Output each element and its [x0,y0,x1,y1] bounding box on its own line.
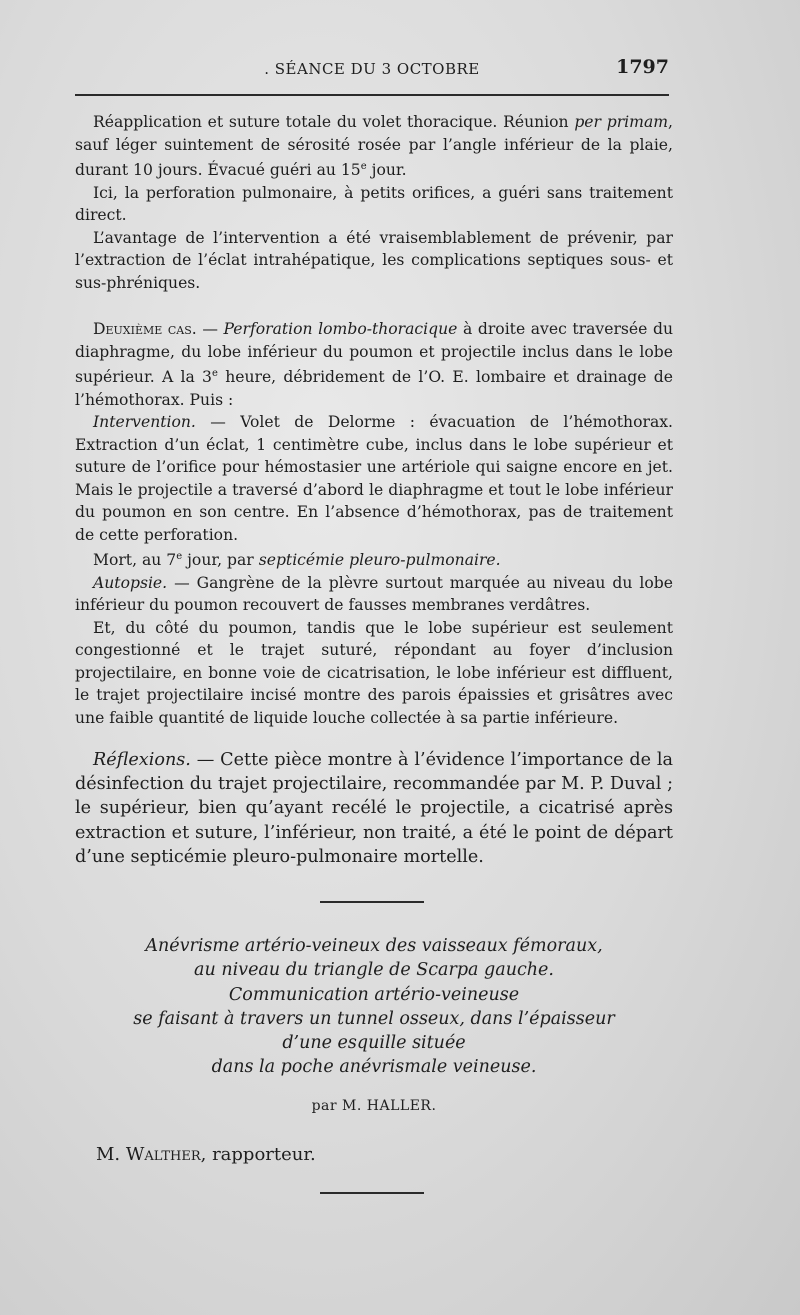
article-title [75,934,673,1080]
paragraph-mort: Mort, au 7e jour, par septicémie pleuro-pulmonaire. [93,551,501,570]
reporter-name: Walther [125,1144,201,1165]
paragraph-case-two: Deuxième cas. — Perforation lombo-thoracique à droite avec traversée du diaphragme, du lobe inférieur du poumon et projectile inclus dans le lobe supérieur. A la 3e heure, débridement de l’O. E. lombaire et drainage de l’hémothorax. Puis : [75,320,673,409]
reporter-line: M. Walther, rapporteur. [96,1144,316,1165]
case-title: Perforation lombo-thoracique [223,320,458,338]
article-title-line: Communication artério-veineuse [228,984,520,1005]
article-title-line: au niveau du triangle de Scarpa gauche. [194,960,554,981]
page-number: 1797 [616,56,669,78]
header-rule [75,94,669,96]
running-title: . SÉANCE DU 3 OCTOBRE [264,60,480,78]
article-title-line: dans la poche anévrismale veineuse. [211,1057,537,1078]
paragraph-intervention: Intervention. — Volet de Delorme : évacuation de l’hémothorax. Extraction d’un éclat, 1 centimètre cube, inclus dans le lobe supérieur et suture de l’orifice pour hémostasier une artériole qui saigne encore en jet. Mais le projectile a traversé d’abord le diaphragme et tout le lobe inférieur du poumon en son centre. En l’absence d’hémothorax, pas de traitement de cette perforation. [75,413,673,544]
paragraph: L’avantage de l’intervention a été vraisemblablement de prévenir, par l’extraction de l’éclat intrahépatique, les complications septiques sous- et sus-phréniques. [75,228,673,292]
paragraph: Réapplication et suture totale du volet thoracique. Réunion per primam, sauf léger suintement de sérosité rosée par l’angle inférieur de la plaie, durant 10 jours. Évacué guéri au 15e jour. [75,113,673,180]
end-divider [320,1192,424,1194]
section-case-two [75,318,673,729]
running-header [75,56,669,84]
paragraph: Ici, la perforation pulmonaire, à petits orifices, a guéri sans traitement direct. [75,183,673,225]
section-reflexions [75,748,673,869]
section-divider [320,901,424,903]
article-author: par M. HALLER. [311,1098,437,1114]
reflexions-label: Réflexions. [93,750,191,770]
article-title-line: Anévrisme artério-veineux des vaisseaux fémoraux, [145,936,603,956]
paragraph-autopsie: Autopsie. — Gangrène de la plèvre surtout marquée au niveau du lobe inférieur du poumon recouvert de fausses membranes verdâtres. [75,573,673,615]
case-label: Deuxième cas. [93,320,197,338]
paragraph-reflexions: Réflexions. — Cette pièce montre à l’évidence l’importance de la désinfection du trajet projectilaire, recommandée par M. P. Duval ; le supérieur, bien qu’ayant recélé le projectile, a cicatrisé après extraction et suture, l’inférieur, non traité, a été le point de départ d’une septicémie pleuro-pulmonaire mortelle. [75,750,673,867]
paragraph-et: Et, du côté du poumon, tandis que le lobe supérieur est seulement congestionné et le trajet suturé, répondant au foyer d’inclusion projectilaire, en bonne voie de cicatrisation, le lobe inférieur est diffluent, le trajet projectilaire incisé montre des parois épaissies et grisâtres avec une faible quantité de liquide louche collectée à sa partie inférieure. [75,618,673,727]
section-case-one-end [75,111,673,294]
article-title-line: se faisant à travers un tunnel osseux, dans l’épaisseur [133,1008,615,1029]
article-title-line: d’une esquille située [282,1033,466,1054]
